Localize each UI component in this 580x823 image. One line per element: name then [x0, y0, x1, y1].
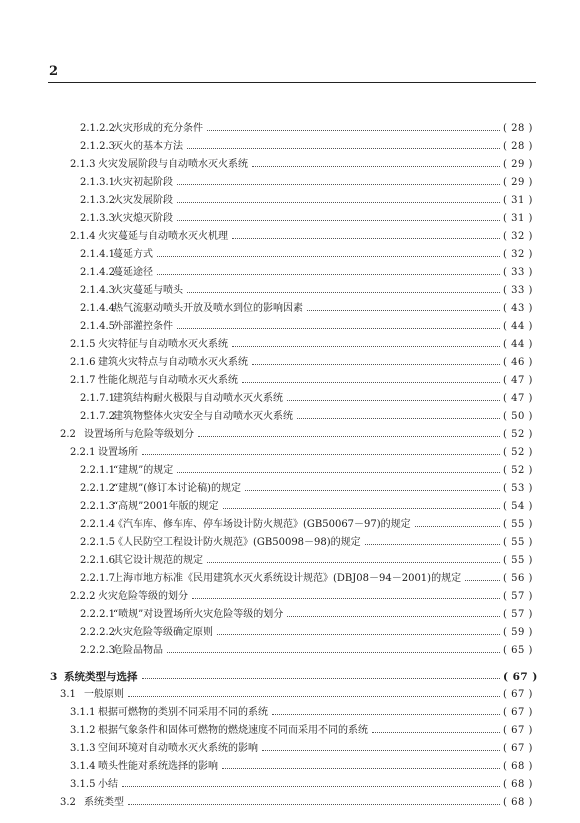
toc-entry-page: ( 46 ) — [503, 357, 533, 368]
toc-leader — [187, 148, 500, 149]
toc-entry — [0, 264, 580, 282]
toc-entry-number: 2.1.7.1 — [80, 393, 115, 404]
toc-leader — [287, 400, 500, 401]
toc-entry — [0, 192, 580, 210]
toc-entry-number: 2.2.1.6 — [80, 555, 115, 566]
toc-entry — [0, 498, 580, 516]
toc-entry-number: 2.1.3 — [70, 159, 96, 170]
toc-entry-title: 设置场所 — [98, 447, 138, 458]
toc-entry-page: ( 28 ) — [503, 141, 533, 152]
toc-entry-page: ( 32 ) — [503, 249, 533, 260]
toc-entry-title: 《人民防空工程设计防火规范》(GB50098－98)的规定 — [113, 537, 361, 548]
toc-entry — [0, 228, 580, 246]
toc-entry-title: 性能化规范与自动喷水灭火系统 — [98, 375, 238, 386]
toc-leader — [365, 544, 500, 545]
toc-entry-title: 火灾蔓延与喷头 — [113, 285, 183, 296]
toc-entry-title: 热气流驱动喷头开放及喷水到位的影响因素 — [113, 303, 303, 314]
toc-entry-title: 其它设计规范的规定 — [113, 555, 203, 566]
toc-entry-title: 灭火的基本方法 — [113, 141, 183, 152]
toc-leader — [372, 732, 500, 733]
toc-entry — [0, 642, 580, 660]
toc-entry-page: ( 53 ) — [503, 483, 533, 494]
toc-entry — [0, 758, 580, 776]
toc-leader — [122, 786, 500, 787]
toc-entry-page: ( 55 ) — [503, 519, 533, 530]
toc-leader — [177, 328, 500, 329]
toc-leader — [157, 256, 500, 257]
toc-entry — [0, 300, 580, 318]
toc-leader — [223, 508, 500, 509]
toc-leader — [177, 202, 500, 203]
toc-entry-title: 喷头性能对系统选择的影响 — [98, 761, 218, 772]
toc-entry — [0, 462, 580, 480]
toc-leader — [128, 696, 500, 697]
toc-entry-title: 火灾熄灭阶段 — [113, 213, 173, 224]
toc-entry-title: 建筑火灾特点与自动喷水灭火系统 — [98, 357, 248, 368]
toc-leader — [307, 310, 500, 311]
toc-entry — [0, 282, 580, 300]
toc-entry-page: ( 43 ) — [503, 303, 533, 314]
toc-leader — [232, 238, 500, 239]
toc-entry-number: 2.1.4.5 — [80, 321, 115, 332]
toc-leader — [252, 166, 500, 167]
toc-leader — [222, 768, 500, 769]
toc-entry-number: 3.1 — [60, 689, 76, 700]
toc-entry-number: 2.1.3.3 — [80, 213, 115, 224]
page-number: 2 — [49, 64, 59, 79]
toc-entry-number: 2.1.6 — [70, 357, 96, 368]
toc-entry — [0, 210, 580, 228]
toc-entry — [0, 246, 580, 264]
toc-entry-title: “喷规”对设置场所火灾危险等级的划分 — [113, 609, 284, 620]
toc-entry-number: 2.2.2.2 — [80, 627, 115, 638]
toc-entry-page: ( 67 ) — [503, 743, 533, 754]
toc-entry-title: 《汽车库、修车库、停车场设计防火规范》(GB50067－97)的规定 — [113, 519, 411, 530]
toc-entry-title: 空间环境对自动喷水灭火系统的影响 — [98, 743, 258, 754]
toc-entry-title: 小结 — [98, 779, 118, 790]
toc-entry-title: 火灾危险等级的划分 — [98, 591, 188, 602]
toc-entry-number: 2.1.4.3 — [80, 285, 115, 296]
toc-leader — [262, 750, 500, 751]
toc-entry-page: ( 67 ) — [503, 671, 538, 683]
toc-entry — [0, 444, 580, 462]
toc-entry-page: ( 57 ) — [503, 591, 533, 602]
toc-entry-number: 3.1.5 — [70, 779, 96, 790]
toc-entry — [0, 794, 580, 812]
toc-entry-title: “高规”2001年版的规定 — [113, 501, 219, 512]
toc-entry-title: 蔓延方式 — [113, 249, 153, 260]
toc-entry-page: ( 32 ) — [503, 231, 533, 242]
toc-entry-number: 3.1.1 — [70, 707, 96, 718]
toc-entry-title: 火灾发展阶段 — [113, 195, 173, 206]
toc-entry-number: 2.2.2.3 — [80, 645, 115, 656]
toc-leader — [465, 580, 500, 581]
toc-entry-page: ( 50 ) — [503, 411, 533, 422]
toc-entry-page: ( 56 ) — [503, 573, 533, 584]
toc-entry-number: 2.2.1.5 — [80, 537, 115, 548]
toc-entry-title: 一般原则 — [84, 689, 124, 700]
toc-leader — [207, 562, 500, 563]
toc-entry-number: 3.1.3 — [70, 743, 96, 754]
toc-entry — [0, 722, 580, 740]
toc-entry-title: 上海市地方标准《民用建筑水灭火系统设计规范》(DBJ08－94－2001)的规定 — [113, 573, 462, 584]
toc-entry — [0, 606, 580, 624]
toc-leader — [217, 634, 500, 635]
toc-leader — [287, 616, 500, 617]
toc-entry-number: 2.1.4.4 — [80, 303, 115, 314]
toc-entry-title: 系统类型 — [84, 797, 124, 808]
toc-entry-page: ( 28 ) — [503, 123, 533, 134]
toc-leader — [242, 382, 500, 383]
toc-entry-page: ( 57 ) — [503, 609, 533, 620]
toc-entry-number: 2.1.4 — [70, 231, 96, 242]
toc-entry-title: 火灾危险等级确定原则 — [113, 627, 213, 638]
toc-entry-page: ( 54 ) — [503, 501, 533, 512]
toc-entry-number: 2.2 — [60, 429, 76, 440]
toc-entry-page: ( 65 ) — [503, 645, 533, 656]
toc-entry-number: 2.2.1.1 — [80, 465, 115, 476]
toc-entry — [0, 318, 580, 336]
toc-entry-page: ( 68 ) — [503, 779, 533, 790]
toc-entry-number: 2.2.1 — [70, 447, 96, 458]
toc-leader — [232, 346, 500, 347]
toc-entry-title: 系统类型与选择 — [64, 671, 138, 683]
toc-entry — [0, 156, 580, 174]
toc-entry — [0, 686, 580, 704]
toc-entry — [0, 534, 580, 552]
toc-entry-number: 2.2.1.3 — [80, 501, 115, 512]
toc-entry — [0, 390, 580, 408]
toc-entry-number: 2.1.7.2 — [80, 411, 115, 422]
toc-leader — [128, 804, 500, 805]
toc-leader — [177, 184, 500, 185]
toc-entry-number: 2.1.2.2 — [80, 123, 115, 134]
toc-entry-title: 根据气象条件和固体可燃物的燃烧速度不同而采用不同的系统 — [98, 725, 368, 736]
toc-entry — [0, 516, 580, 534]
toc-entry — [0, 138, 580, 156]
toc-entry-number: 2.1.3.1 — [80, 177, 115, 188]
toc-entry — [0, 570, 580, 588]
toc-entry-title: 火灾形成的充分条件 — [113, 123, 203, 134]
toc-entry-page: ( 67 ) — [503, 707, 533, 718]
toc-entry — [0, 336, 580, 354]
toc-entry-title: “建规”的规定 — [113, 465, 174, 476]
toc-entry-page: ( 33 ) — [503, 267, 533, 278]
toc-entry-number: 2.1.7 — [70, 375, 96, 386]
toc-entry — [0, 588, 580, 606]
toc-leader — [142, 454, 500, 455]
toc-entry-page: ( 59 ) — [503, 627, 533, 638]
toc-entry-page: ( 33 ) — [503, 285, 533, 296]
toc-entry-page: ( 68 ) — [503, 761, 533, 772]
toc-entry-number: 3.1.2 — [70, 725, 96, 736]
toc-entry — [0, 740, 580, 758]
toc-entry — [0, 624, 580, 642]
toc-entry-number: 3.1.4 — [70, 761, 96, 772]
toc-entry-number: 3.2 — [60, 797, 76, 808]
toc-entry-number: 2.2.1.2 — [80, 483, 115, 494]
toc-entry-page: ( 44 ) — [503, 321, 533, 332]
toc-leader — [192, 598, 500, 599]
toc-entry-page: ( 67 ) — [503, 689, 533, 700]
toc-entry-number: 2.1.2.3 — [80, 141, 115, 152]
toc-leader — [142, 678, 501, 679]
toc-entry-number: 2.2.2.1 — [80, 609, 115, 620]
toc-entry-title: 建筑物整体火灾安全与自动喷水灭火系统 — [113, 411, 293, 422]
toc-entry — [0, 480, 580, 498]
toc-entry-number: 2.2.1.4 — [80, 519, 115, 530]
toc-entry-page: ( 52 ) — [503, 447, 533, 458]
toc-entry-page: ( 55 ) — [503, 537, 533, 548]
toc-entry-number: 2.2.1.7 — [80, 573, 115, 584]
toc-leader — [272, 714, 500, 715]
toc-entry-title: 蔓延途径 — [113, 267, 153, 278]
toc-entry — [0, 704, 580, 722]
toc-entry-title: 危险品物品 — [113, 645, 163, 656]
toc-entry-title: 外部灌控条件 — [113, 321, 173, 332]
toc-entry-page: ( 47 ) — [503, 393, 533, 404]
toc-entry-title: 建筑结构耐火极限与自动喷水灭火系统 — [113, 393, 283, 404]
toc-entry-title: 根据可燃物的类别不同采用不同的系统 — [98, 707, 268, 718]
toc-entry-page: ( 29 ) — [503, 159, 533, 170]
toc-leader — [177, 472, 500, 473]
toc-leader — [157, 274, 500, 275]
toc-leader — [167, 652, 500, 653]
toc-leader — [187, 292, 500, 293]
toc-entry-page: ( 55 ) — [503, 555, 533, 566]
toc-entry — [0, 372, 580, 390]
toc-entry-number: 2.1.4.2 — [80, 267, 115, 278]
toc-entry-page: ( 67 ) — [503, 725, 533, 736]
toc-leader — [198, 436, 500, 437]
toc-leader — [177, 220, 500, 221]
toc-entry — [0, 354, 580, 372]
toc-entry — [0, 776, 580, 794]
toc-entry-title: 火灾发展阶段与自动喷水灭火系统 — [98, 159, 248, 170]
toc-leader — [207, 130, 500, 131]
toc-entry — [0, 120, 580, 138]
toc-entry-title: 火灾蔓延与自动喷水灭火机理 — [98, 231, 228, 242]
toc-entry-title: 设置场所与危险等级划分 — [84, 429, 194, 440]
toc-entry-number: 2.1.3.2 — [80, 195, 115, 206]
toc-entry-page: ( 31 ) — [503, 213, 533, 224]
toc-leader — [245, 490, 500, 491]
toc-entry-page: ( 52 ) — [503, 465, 533, 476]
toc-entry-page: ( 52 ) — [503, 429, 533, 440]
toc-entry-page: ( 68 ) — [503, 797, 533, 808]
toc-entry-title: 火灾特征与自动喷水灭火系统 — [98, 339, 228, 350]
toc-entry-number: 3 — [50, 671, 58, 683]
toc-entry-title: “建规”(修订本讨论稿)的规定 — [113, 483, 242, 494]
toc-entry — [0, 552, 580, 570]
toc-entry-page: ( 44 ) — [503, 339, 533, 350]
toc-leader — [415, 526, 500, 527]
toc-entry-number: 2.2.2 — [70, 591, 96, 602]
toc-leader — [252, 364, 500, 365]
toc-entry-page: ( 31 ) — [503, 195, 533, 206]
toc-entry — [0, 426, 580, 444]
toc-entry-number: 2.1.5 — [70, 339, 96, 350]
toc-leader — [297, 418, 500, 419]
toc-entry — [0, 668, 580, 686]
toc-entry-number: 2.1.4.1 — [80, 249, 115, 260]
toc-entry-page: ( 29 ) — [503, 177, 533, 188]
toc-entry-title: 火灾初起阶段 — [113, 177, 173, 188]
toc-entry — [0, 408, 580, 426]
toc-entry-page: ( 47 ) — [503, 375, 533, 386]
toc-entry — [0, 174, 580, 192]
